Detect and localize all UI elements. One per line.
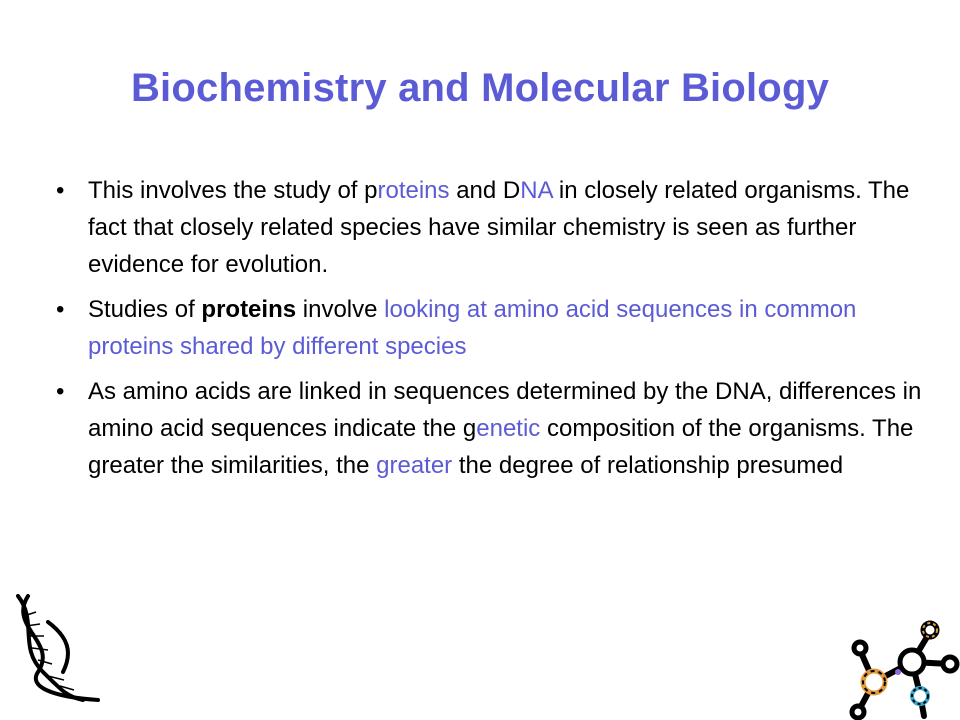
bullet-text: As amino acids are linked in sequences determined by the DNA, differences in amino acid sequences indicate the g — [88, 378, 922, 442]
bullet-item — [56, 291, 936, 365]
bullet-marker: • — [56, 177, 65, 204]
molecule-icon — [842, 614, 960, 720]
highlight-text: enetic — [476, 415, 541, 442]
bullet-text: Studies of — [88, 296, 202, 323]
highlight-text: greater — [376, 452, 453, 479]
highlight-text: roteins — [377, 177, 450, 204]
bullet-marker: • — [56, 378, 65, 405]
bullet-text: involve — [296, 296, 385, 323]
bullet-text: composition of the organisms. The greater the similarities, the — [88, 415, 914, 479]
bullet-text: in closely related organisms. The fact that closely related species have similar chemistry is seen as further evidence for evolution. — [88, 177, 910, 278]
highlight-text: NA — [520, 177, 553, 204]
slide-title: Biochemistry and Molecular Biology — [130, 66, 830, 110]
bullet-list — [56, 172, 936, 492]
bold-text: proteins — [201, 296, 297, 323]
bullet-text: the degree of relationship presumed — [452, 452, 844, 479]
bullet-marker: • — [56, 296, 65, 323]
bullet-item — [56, 373, 936, 484]
bullet-text: This involves the study of p — [88, 177, 378, 204]
bullet-text: and D — [449, 177, 521, 204]
dna-helix-icon — [8, 592, 108, 702]
highlight-text: looking at amino acid sequences in common proteins shared by different species — [88, 296, 857, 360]
bullet-item — [56, 172, 936, 283]
